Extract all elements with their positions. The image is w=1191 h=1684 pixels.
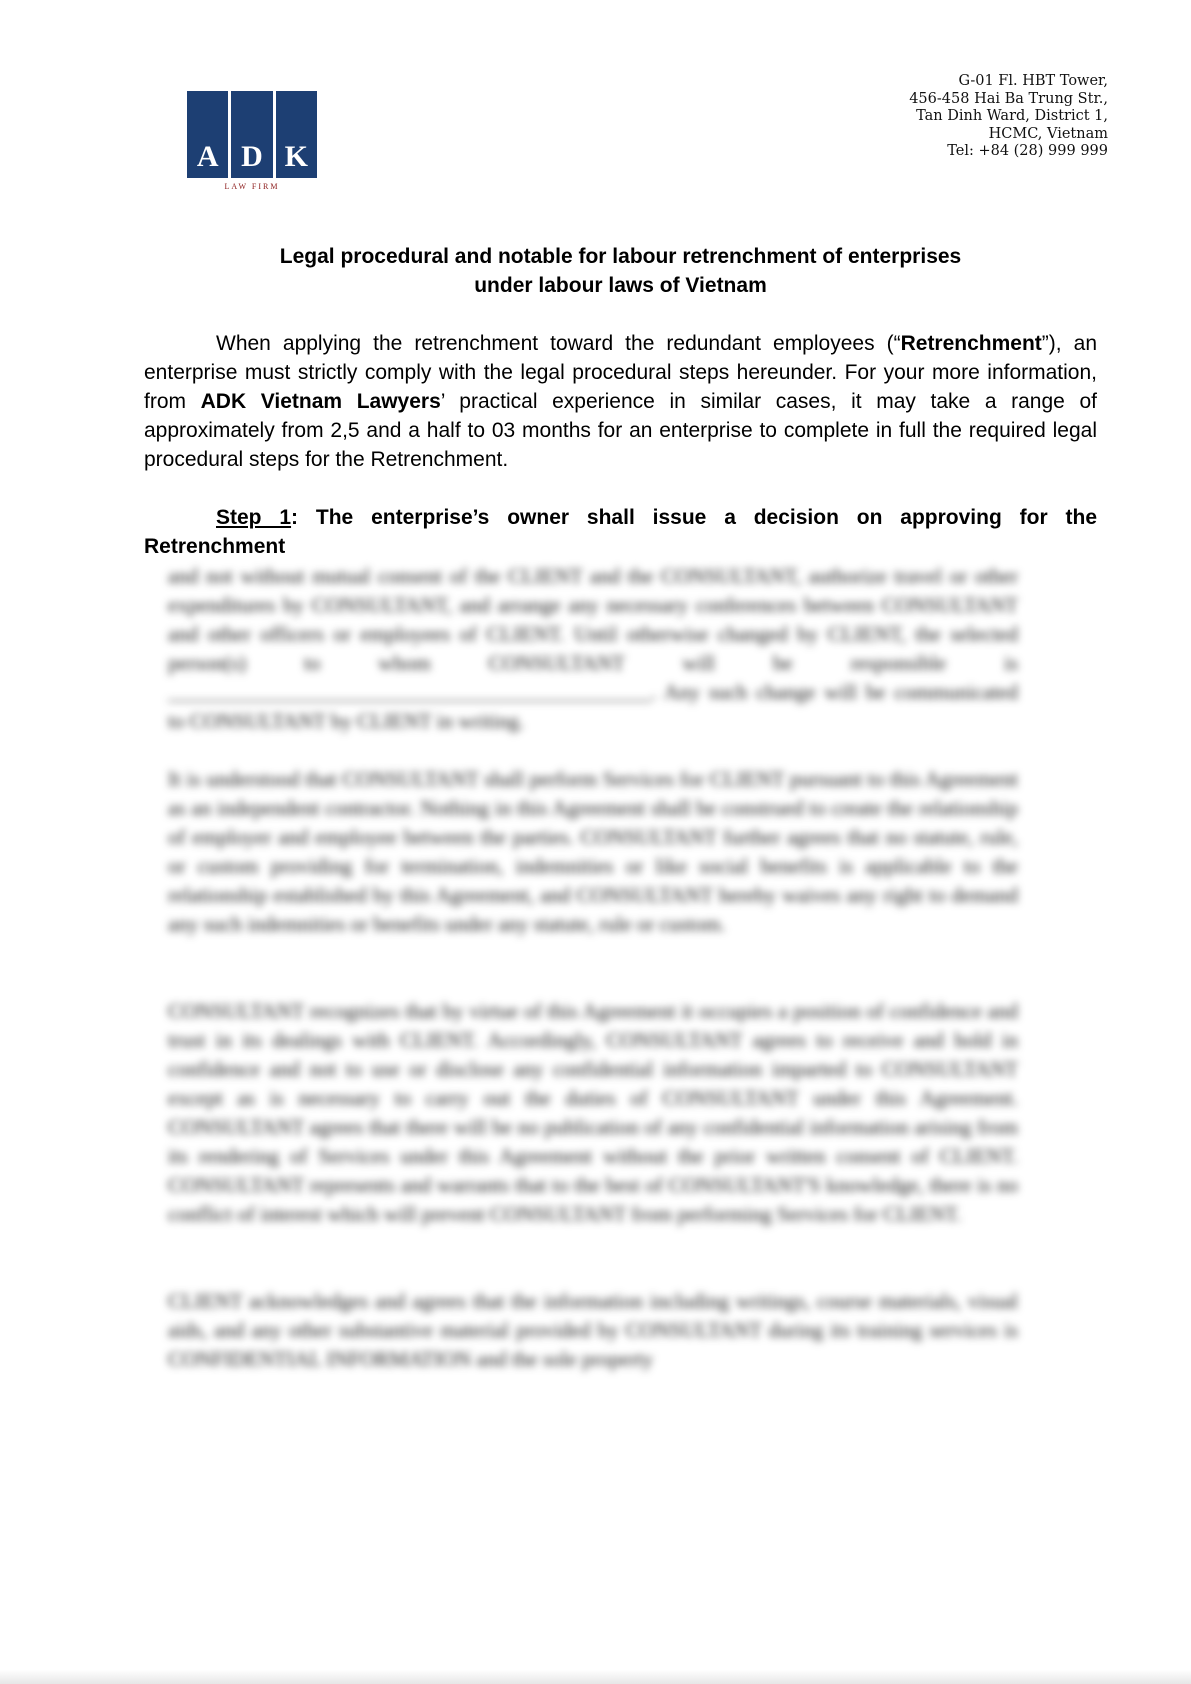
blurred-preview-content <box>168 562 1018 1403</box>
address-line-1: G-01 Fl. HBT Tower, <box>958 73 1108 89</box>
blurred-paragraph-4: CLIENT acknowledges and agrees that the information including writings, course materials, visual aids, and any other substantive material provided by CONSULTANT during its training services is CONFIDENTIAL INFORMATION and the sole property <box>168 1289 1018 1371</box>
address-phone: Tel: +84 (28) 999 999 <box>947 143 1108 159</box>
logo-subtitle: LAW FIRM <box>224 182 280 191</box>
logo-letter-d: D <box>231 91 272 178</box>
adk-logo <box>187 91 317 194</box>
intro-text-2: ”), an enterprise must strictly comply with the legal procedural steps hereunder. For your more information, from <box>144 332 1098 413</box>
address-line-3: Tan Dinh Ward, District 1, <box>916 108 1108 125</box>
step-1-text: : The enterprise’s owner shall issue a decision on approving for the Retrenchment <box>144 506 1097 558</box>
logo-letter-boxes <box>187 91 317 178</box>
blurred-paragraph-3: CONSULTANT recognizes that by virtue of this Agreement it occupies a position of confidence and trust in its dealings with CLIENT. Accordingly, CONSULTANT agrees to receive and hold in confidence and not to use or disclose any confidential information imparted to CONSULTANT except as is necessary to carry out the duties of CONSULTANT under this Agreement. CONSULTANT agrees that there will be no publication of any confidential information arising from its rendering of Services under this Agreement without the prior written consent of CLIENT. CONSULTANT represents and warrants that to the best of CONSULTANT'S knowledge, there is no conflict of interest which will prevent CONSULTANT from performing Services for CLIENT. <box>168 999 1018 1226</box>
logo-letter-a: A <box>187 91 228 178</box>
title-line-2: under labour laws of Vietnam <box>474 274 767 297</box>
intro-bold-retrenchment: Retrenchment <box>900 332 1042 355</box>
title-line-1: Legal procedural and notable for labour retrenchment of enterprises <box>279 245 962 268</box>
intro-bold-firm-name: ADK Vietnam Lawyers <box>200 390 441 413</box>
intro-text-3: ’ practical experience in similar cases, it may take a range of approximately from 2,5 and a half to 03 months for an enterprise to complete in full the required legal procedural steps for the Retrenchment. <box>144 390 1097 471</box>
intro-text-1: When applying the retrenchment toward the redundant employees (“ <box>216 332 901 355</box>
step-1-heading <box>144 503 1097 561</box>
intro-paragraph <box>144 329 1097 474</box>
step-1-label: Step 1 <box>216 506 292 529</box>
logo-letter-k: K <box>276 91 317 178</box>
address-line-2: 456-458 Hai Ba Trung Str., <box>909 90 1108 107</box>
page-bottom-edge <box>0 1670 1191 1684</box>
blurred-paragraph-1: and not without mutual consent of the CLIENT and the CONSULTANT, authorize travel or other expenditures by CONSULTANT, and arrange any necessary conferences between CONSULTANT and other officers or employees of CLIENT. Until otherwise changed by CLIENT, the selected person(s) to whom CONSULTANT will be responsible is ______________________________________________. Any such change will be communicated to CONSULTANT by CLIENT in writing. <box>168 564 1018 733</box>
address-line-4: HCMC, Vietnam <box>988 125 1108 142</box>
firm-address <box>909 73 1108 159</box>
document-title <box>144 242 1097 300</box>
blurred-paragraph-2: It is understood that CONSULTANT shall perform Services for CLIENT pursuant to this Agreement as an independent contractor. Nothing in this Agreement shall be construed to create the relationship of employer and employee between the parties. CONSULTANT further agrees that no statute, rule, or custom providing for termination, indemnities or like social benefits is applicable to the relationship established by this Agreement, and CONSULTANT hereby waives any right to demand any such indemnities or benefits under any statute, rule or custom. <box>168 767 1018 936</box>
